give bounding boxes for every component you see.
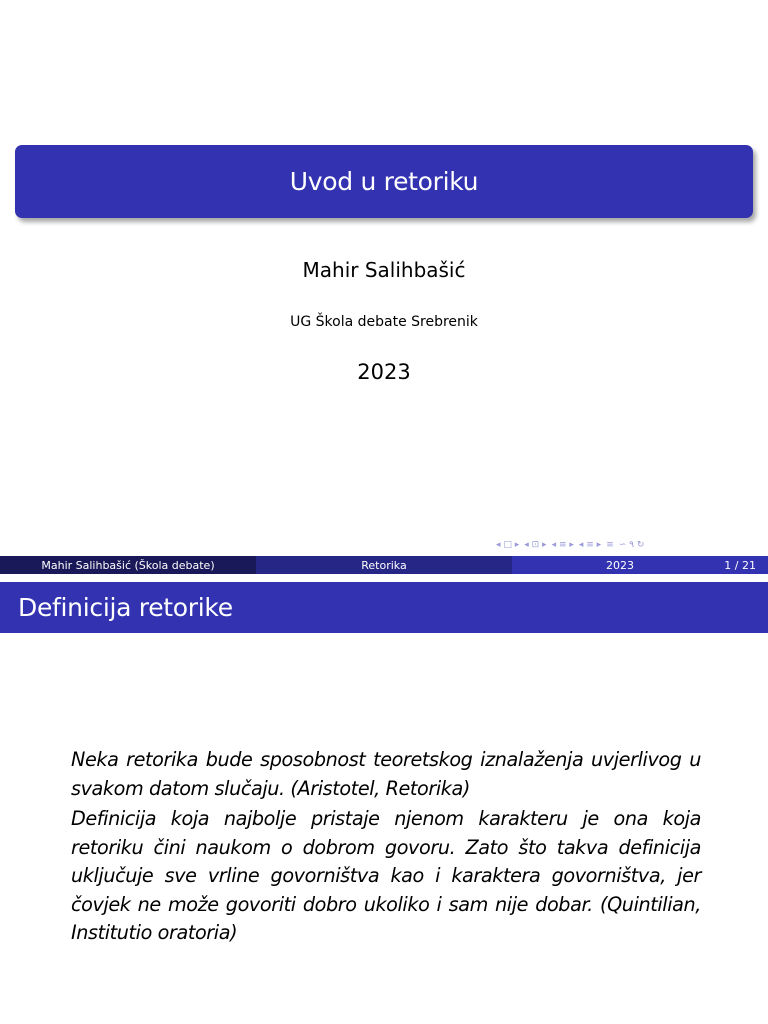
footer-date-page xyxy=(512,556,768,574)
quote-aristotle: Neka retorika bude sposobnost teoretskog iznalaženja uvjerlivog u svakom datom slučaju. (Aristotel, Retorika) xyxy=(71,748,701,800)
presentation-title: Uvod u retoriku xyxy=(289,167,479,196)
footer-page-number: 1 / 21 xyxy=(724,558,756,572)
institute-name: UG Škola debate Srebrenik xyxy=(290,314,478,330)
beamer-navigation-bar xyxy=(496,538,764,552)
nav-frame-icon[interactable]: ◂ □ ▸ xyxy=(496,540,520,550)
presentation-date: 2023 xyxy=(357,360,411,384)
footer-title xyxy=(256,556,512,574)
nav-toc-icon[interactable]: ≡ xyxy=(606,540,614,550)
footer-author-text: Mahir Salihbašić (Škola debate) xyxy=(41,558,215,572)
nav-subsection-icon[interactable]: ◂ ⊡ ▸ xyxy=(524,540,547,550)
nav-search-icon[interactable]: ∽ ٩ ↻ xyxy=(618,540,645,550)
footer-title-text: Retorika xyxy=(361,558,407,572)
nav-document-icon[interactable]: ◂ ≡ ▸ xyxy=(578,540,602,550)
footer-date: 2023 xyxy=(606,558,634,572)
quote-quintilian: Definicija koja najbolje pristaje njenom karakteru je ona koja retoriku čini naukom o dobrom govoru. Zato što takva definicija uključuje sve vrline govorništva kao i karaktera govorništva, jer čovjek ne može govoriti dobro ukoliko i sam nije dobar. (Quintilian, Institutio oratoria) xyxy=(71,807,701,944)
nav-section-icon[interactable]: ◂ ≡ ▸ xyxy=(551,540,574,550)
presentation-title-box xyxy=(15,145,753,218)
author-name: Mahir Salihbašić xyxy=(302,258,466,282)
quotes-block xyxy=(71,746,701,950)
footer-bar xyxy=(0,556,768,574)
frame-title: Definicija retorike xyxy=(18,593,233,622)
footer-author xyxy=(0,556,256,574)
frame-title-bar xyxy=(0,582,768,633)
